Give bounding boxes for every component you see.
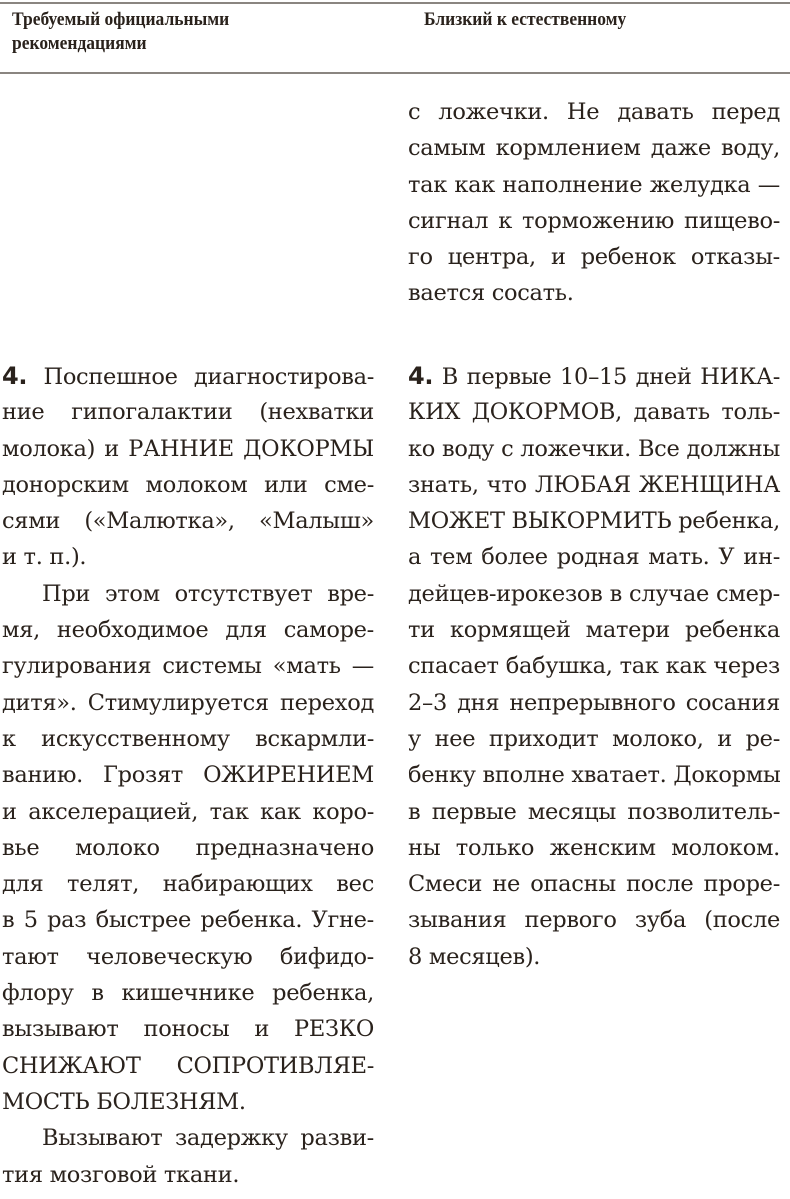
text-line: мя, необходимое для саморе- — [2, 617, 374, 644]
text-line: в 5 раз быстрее ребенка. Угне- — [2, 907, 374, 934]
text-line: и т. п.). — [2, 544, 87, 571]
item-number: 4. — [408, 362, 434, 390]
column-header-natural-line: Близкий к естественному — [424, 9, 627, 30]
text-line: тают человеческую бифидо- — [2, 943, 374, 970]
text-line: спасает бабушка, так как через — [408, 653, 780, 680]
text-line: сями («Малютка», «Малыш» — [2, 508, 374, 535]
text-line: бенку вполне хватает. Докормы — [408, 762, 781, 789]
text-line: дитя». Стимулируется переход — [2, 689, 374, 716]
text-line: сигнал к торможению пищево- — [408, 207, 780, 234]
column-header-official-line: Требуемый официальными — [12, 9, 230, 30]
column-header-official-line: рекомендациями — [12, 33, 147, 54]
official-cell-row-4 — [2, 358, 374, 1193]
text-line: тия мозговой ткани. — [2, 1161, 240, 1188]
text-line: знать, что ЛЮБАЯ ЖЕНЩИНА — [408, 471, 780, 498]
column-header-official — [12, 8, 343, 56]
text-line: Смеси не опасны после проре- — [408, 871, 780, 898]
text-line: дейцев-ирокезов в случае смер- — [408, 580, 780, 607]
text-line: зывания первого зуба (после — [408, 907, 780, 934]
text-line — [408, 358, 780, 394]
text-line: 8 месяцев). — [408, 943, 541, 970]
text-line: с ложечки. Не давать перед — [408, 99, 780, 125]
text-line: ванию. Грозят ОЖИРЕНИЕМ — [2, 762, 374, 789]
natural-continuation-cell — [408, 94, 780, 312]
text-line: ко воду с ложечки. Все должны — [408, 435, 780, 462]
text-line: самым кормлением даже воду, — [408, 135, 780, 162]
text-line: го центра, и ребенок отказы- — [408, 244, 780, 271]
text-line: ти кормящей матери ребенка — [408, 617, 780, 644]
table-top-rule — [0, 2, 790, 4]
text-line: МОСТЬ БОЛЕЗНЯМ. — [2, 1088, 246, 1115]
text-line: СНИЖАЮТ СОПРОТИВЛЯЕ- — [2, 1052, 374, 1079]
text-line: а тем более родная мать. У ин- — [408, 544, 780, 571]
text-line: гулирования системы «мать — — [2, 653, 374, 680]
text-line: к искусственному вскармли- — [2, 725, 374, 752]
text-line: вье молоко предназначено — [2, 834, 374, 861]
text-line: При этом отсутствует вре- — [42, 580, 374, 607]
text-line: 2–3 дня непрерывного сосания — [408, 689, 780, 716]
text-line: для телят, набирающих вес — [2, 871, 374, 898]
text-fragment: Поспешное диагностирова- — [27, 364, 374, 390]
text-line: ние гипогалактии (нехватки — [2, 399, 374, 426]
item-number: 4. — [2, 362, 28, 390]
text-line: в первые месяцы позволитель- — [408, 798, 780, 825]
text-fragment: В первые 10–15 дней НИКА- — [433, 364, 780, 390]
text-line — [2, 358, 374, 394]
text-line: флору в кишечнике ребенка, — [2, 980, 374, 1007]
text-line: так как наполнение желудка — — [408, 171, 780, 198]
column-header-natural — [424, 8, 755, 32]
text-line: КИХ ДОКОРМОВ, давать толь- — [408, 399, 780, 426]
text-line: вается сосать. — [408, 280, 574, 307]
text-line: у нее приходит молоко, и ре- — [408, 725, 780, 752]
text-line: и акселерацией, так как коро- — [2, 798, 374, 825]
text-line: вызывают поносы и РЕЗКО — [2, 1016, 374, 1043]
text-line: донорским молоком или сме- — [2, 471, 374, 498]
text-line: Вызывают задержку разви- — [42, 1125, 374, 1152]
natural-cell-row-4 — [408, 358, 780, 975]
text-line: МОЖЕТ ВЫКОРМИТЬ ребенка, — [408, 508, 781, 535]
text-line: ны только женским молоком. — [408, 834, 780, 861]
text-line: молока) и РАННИЕ ДОКОРМЫ — [2, 435, 374, 462]
header-bottom-rule — [0, 72, 790, 74]
